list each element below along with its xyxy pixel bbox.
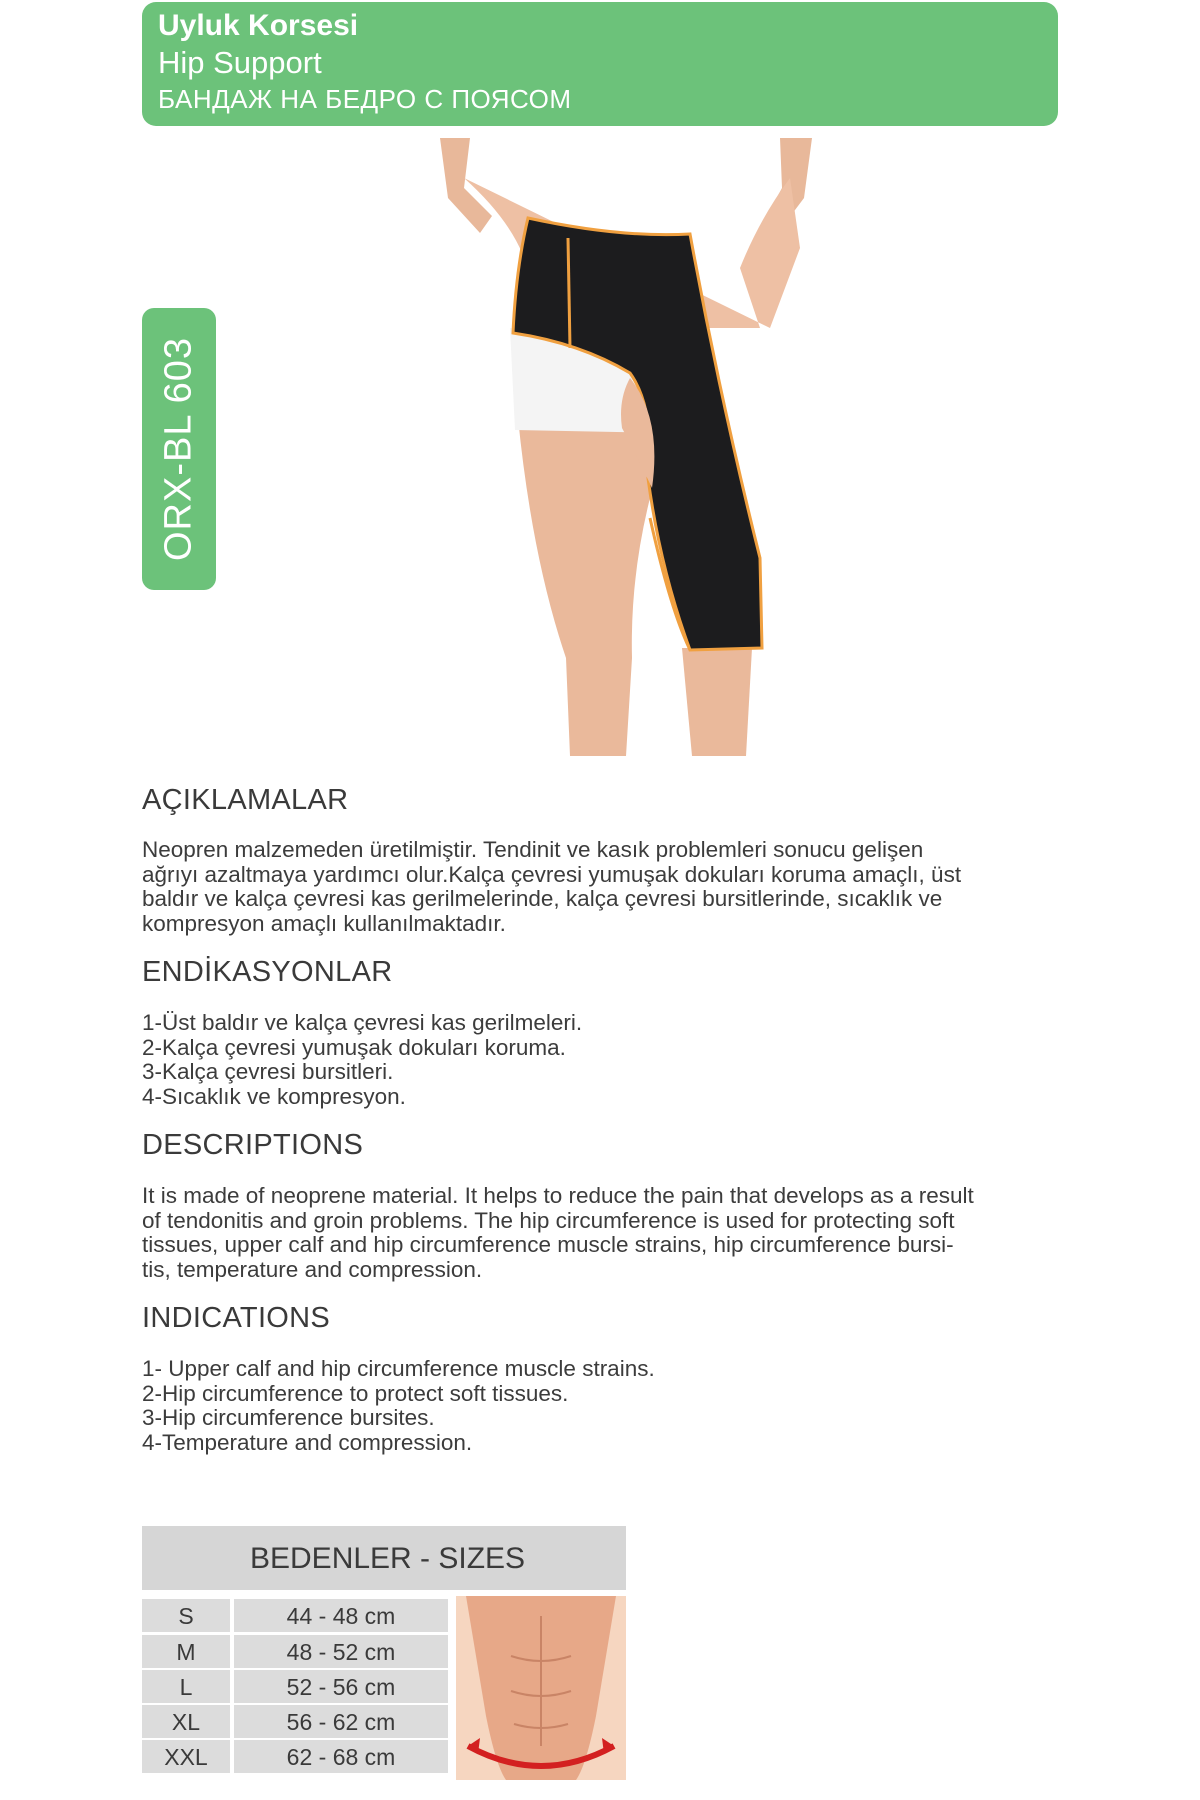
size-label: M: [142, 1635, 230, 1668]
list-item: 2-Kalça çevresi yumuşak dokuları koruma.: [142, 1034, 566, 1060]
paragraph-line: baldır ve kalça çevresi kas gerilmelerinde, kalça çevresi bursitlerinde, sıcaklık ve: [142, 886, 943, 911]
paragraph-line: ağrıyı azaltmaya yardımcı olur.Kalça çevresi yumuşak dokuları koruma amaçlı, üst: [142, 861, 962, 887]
size-row: [142, 1635, 452, 1668]
paragraph-line: Neopren malzemeden üretilmiştir. Tendinit ve kasık problemleri sonucu gelişen: [142, 837, 924, 862]
paragraph-aciklamalar: [142, 838, 1062, 936]
list-item: 4-Temperature and compression.: [142, 1429, 473, 1455]
paragraph-line: tis, temperature and compression.: [142, 1256, 483, 1282]
list-item: 4-Sıcaklık ve kompresyon.: [142, 1083, 406, 1109]
size-row: [142, 1705, 452, 1738]
paragraph-line: It is made of neoprene material. It helps to reduce the pain that develops as a result: [142, 1183, 974, 1208]
left-leg-shape: [518, 418, 655, 756]
title-russian: БАНДАЖ НА БЕДРО С ПОЯСОМ: [158, 84, 572, 114]
paragraph-descriptions: [142, 1184, 1062, 1282]
product-code: ORX-BL 603: [157, 336, 200, 562]
right-leg-shape: [682, 648, 752, 756]
list-item: 1- Upper calf and hip circumference muscle strains.: [142, 1356, 655, 1381]
heading-endikasyonlar: ENDİKASYONLAR: [142, 956, 393, 988]
size-label: L: [142, 1670, 230, 1703]
left-arm-shape: [440, 138, 492, 233]
paragraph-line: of tendonitis and groin problems. The hip circumference is used for protecting soft: [142, 1207, 955, 1233]
size-label: S: [142, 1599, 230, 1632]
support-seam-line: [568, 238, 570, 348]
title-turkish: Uyluk Korsesi: [158, 9, 359, 42]
size-range: 48 - 52 cm: [234, 1635, 448, 1668]
size-row: [142, 1670, 452, 1703]
list-indications: [142, 1357, 655, 1455]
size-label: XL: [142, 1705, 230, 1738]
size-range: 44 - 48 cm: [234, 1599, 448, 1632]
size-label: XXL: [142, 1740, 230, 1773]
size-range: 52 - 56 cm: [234, 1670, 448, 1703]
list-item: 1-Üst baldır ve kalça çevresi kas gerilmeleri.: [142, 1010, 583, 1035]
size-chart-heading: BEDENLER - SIZES: [142, 1526, 626, 1590]
size-row: [142, 1599, 452, 1632]
size-range: 56 - 62 cm: [234, 1705, 448, 1738]
list-item: 3-Kalça çevresi bursitleri.: [142, 1059, 394, 1084]
size-row: [142, 1740, 452, 1773]
list-item: 2-Hip circumference to protect soft tissues.: [142, 1380, 569, 1406]
title-english: Hip Support: [158, 45, 322, 80]
size-range: 62 - 68 cm: [234, 1740, 448, 1773]
paragraph-line: tissues, upper calf and hip circumference muscle strains, hip circumference bursi-: [142, 1232, 954, 1257]
list-endikasyonlar: [142, 1011, 582, 1109]
product-code-tab: [142, 308, 216, 590]
product-title-banner: [142, 2, 1058, 126]
list-item: 3-Hip circumference bursites.: [142, 1405, 435, 1430]
heading-descriptions: DESCRIPTIONS: [142, 1129, 364, 1161]
size-chart: [142, 1526, 626, 1780]
heading-aciklamalar: AÇIKLAMALAR: [142, 784, 349, 816]
heading-indications: INDICATIONS: [142, 1302, 331, 1334]
paragraph-line: kompresyon amaçlı kullanılmaktadır.: [142, 910, 506, 936]
hip-support-product-image: [400, 138, 860, 756]
torso-measurement-image: [456, 1596, 626, 1780]
